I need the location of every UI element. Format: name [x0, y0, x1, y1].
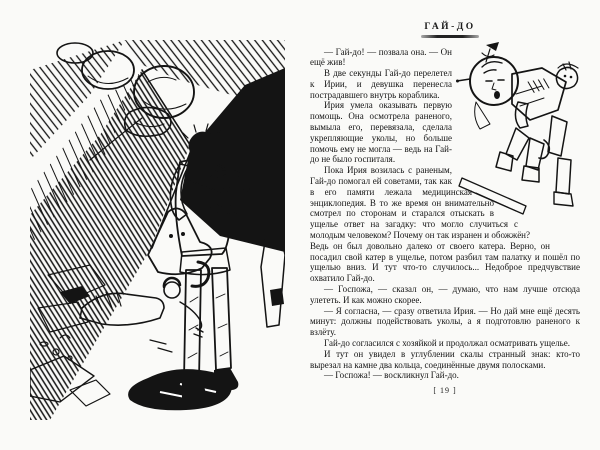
paragraph: И тут он увидел в углублении скалы странный знак: кто-то вырезал на камне два кольца, соединённые двумя полосками.	[310, 348, 580, 370]
paragraph: Пока Ирия возилась с раненым, Гай-до помогал ей советами, так как в его памяти лежала медицинская энциклопедия. В то же время он внимательно смотрел по сторонам и старался отыскать в ущелье ответ на загадку: что могло случиться с молодым человеком? Почему он так изранен и обожжён? Ведь он был довольно далеко от своего катера. Верно, он посадил свой катер в ущелье, потом разбил там палатку и пошёл по ущелью вниз. И тут что-то случилось... Недоброе предчувствие охватило Гай-до.	[310, 165, 580, 284]
gorge-illustration	[30, 40, 285, 420]
paragraph: Гай-до согласился с хозяйкой и продолжал осматривать ущелье.	[324, 338, 570, 349]
text-wrap-spacer	[452, 47, 580, 187]
header-rule	[421, 35, 479, 38]
paragraph: — Госпожа, — сказал он, — думаю, что нам лучше отсюда улететь. И как можно скорее.	[310, 284, 580, 305]
paragraph: Ирия умела оказывать первую помощь. Она осмотрела раненого, вымыла его, перевязала, сделала укрепляющие уколы, но больше помочь ему не могла — ведь на Гай-до не было госпиталя.	[310, 100, 452, 165]
paragraph: — Гай-до! — позвала она. — Он ещё жив!	[310, 46, 452, 68]
body-text	[310, 47, 580, 398]
paragraph: В две секунды Гай-до перелетел к Ирии, и девушка перенесла пострадавшего внутрь кораблика.	[310, 68, 452, 100]
text-wrap-spacer	[518, 209, 580, 220]
running-header: ГАЙ-ДО	[424, 22, 476, 32]
text-wrap-spacer	[550, 231, 580, 242]
text-wrap-spacer	[494, 198, 580, 209]
text-wrap-spacer	[530, 220, 580, 231]
right-page	[300, 0, 600, 450]
text-wrap-spacer	[472, 187, 580, 198]
page-number: [ 19 ]	[433, 386, 457, 396]
paragraph: — Госпожа! — воскликнул Гай-до.	[324, 370, 459, 381]
paragraph: — Я согласна, — сразу ответила Ирия. — Но дай мне ещё десять минут: должны подействовать уколы, а я подготовлю раненого к взлёту.	[310, 305, 580, 338]
